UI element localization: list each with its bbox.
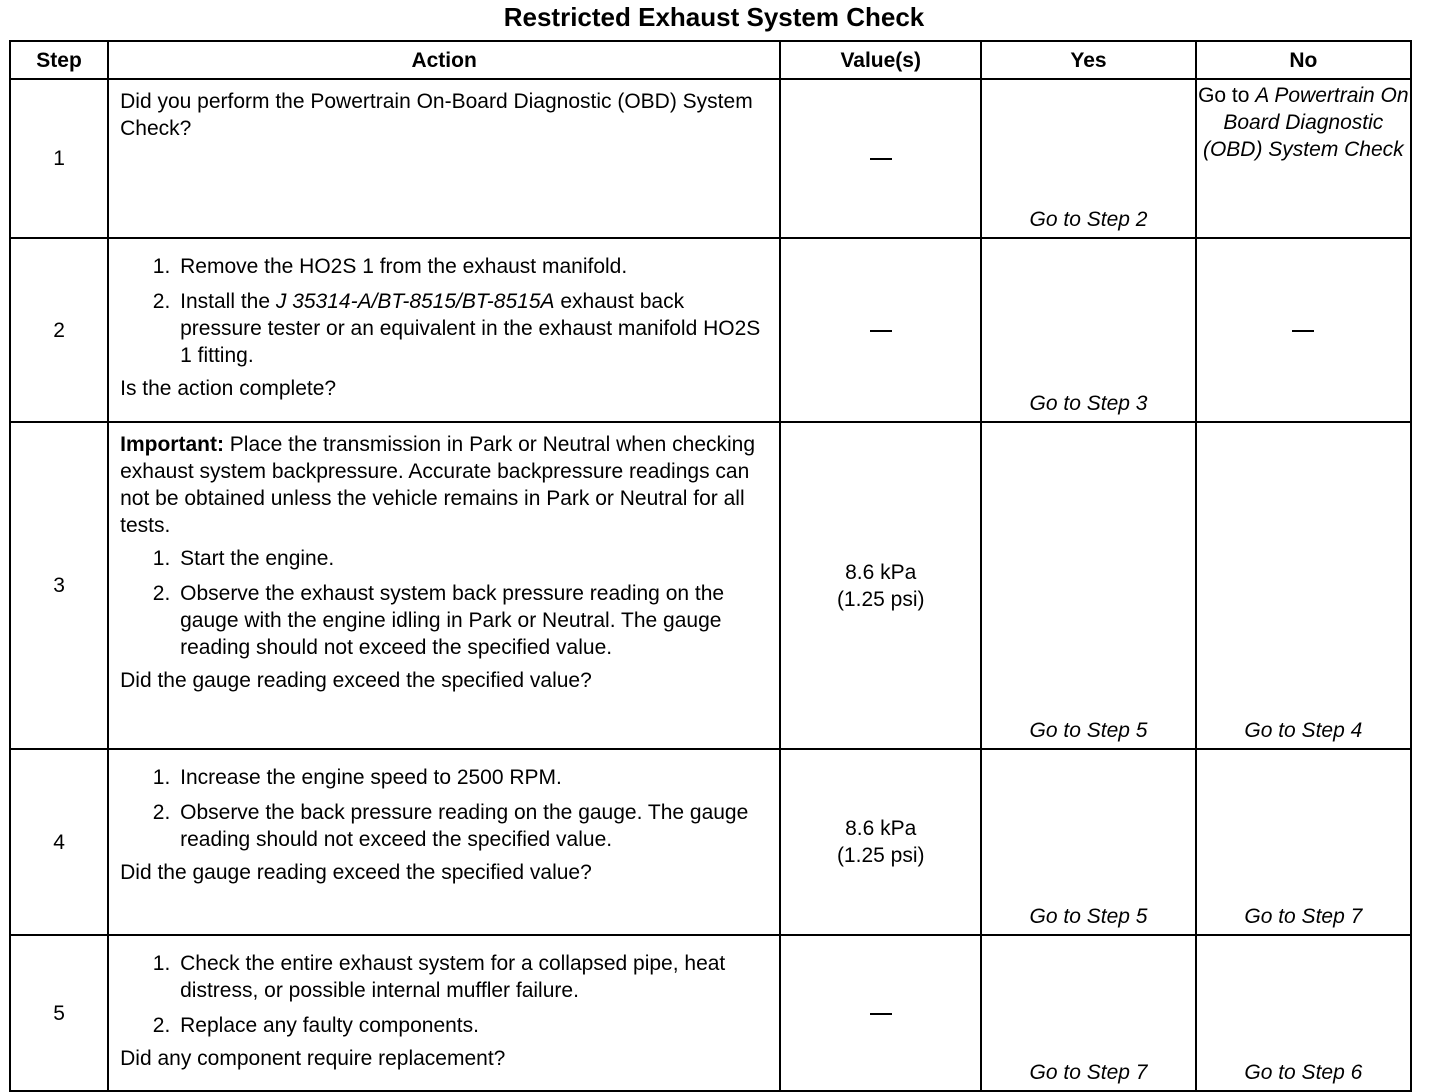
yes-link[interactable]: Go to Step 5 (1029, 719, 1148, 742)
important-note (120, 431, 769, 539)
header-yes: Yes (981, 41, 1195, 79)
list-item: 1. Start the engine. (176, 545, 769, 572)
list-item: 2. Observe the exhaust system back pressure reading on the gauge with the engine idling in Park or Neutral. The gauge reading should not exceed the specified value. (176, 580, 769, 661)
no-link[interactable]: Go to Step 6 (1244, 1061, 1363, 1084)
list-item: 2. Observe the back pressure reading on the gauge. The gauge reading should not exceed the specified value. (176, 799, 769, 853)
value-cell (780, 935, 981, 1091)
diagnostic-table (9, 40, 1412, 1092)
action-cell (108, 749, 780, 935)
yes-cell (981, 79, 1195, 238)
header-action: Action (108, 41, 780, 79)
yes-link[interactable]: Go to Step 3 (1029, 392, 1148, 415)
header-no: No (1196, 41, 1411, 79)
list-item (176, 288, 769, 369)
step-number: 3 (10, 422, 108, 749)
value-kpa: 8.6 kPa (845, 560, 917, 584)
table-row (10, 749, 1411, 935)
value-cell (780, 79, 981, 238)
no-link[interactable]: Go to Step 4 (1244, 719, 1363, 742)
dash-mark (870, 1013, 892, 1015)
header-values: Value(s) (780, 41, 981, 79)
value-psi: (1.25 psi) (836, 844, 925, 867)
yes-cell (981, 422, 1195, 749)
header-step: Step (10, 41, 108, 79)
value-cell (780, 422, 981, 749)
item-text: Install the (180, 290, 276, 313)
action-cell (108, 79, 780, 238)
important-text: Place the transmission in Park or Neutral when checking exhaust system backpressure. Accurate backpressure readings can not be obtained unless the vehicle remains in Park or Neutral for all tests. (120, 433, 756, 537)
action-question: Did you perform the Powertrain On-Board Diagnostic (OBD) System Check? (120, 90, 753, 140)
no-link[interactable]: Go to Step 7 (1244, 905, 1363, 928)
action-list (120, 764, 769, 853)
action-cell (108, 238, 780, 422)
item-text: exhaust back pressure tester or an equivalent in the exhaust manifold HO2S 1 fitting. (180, 290, 761, 367)
list-item: 1. Check the entire exhaust system for a collapsed pipe, heat distress, or possible internal muffler failure. (176, 950, 769, 1004)
action-cell (108, 422, 780, 749)
action-list (120, 545, 769, 661)
dash-mark (1292, 330, 1314, 332)
list-item: 1. Remove the HO2S 1 from the exhaust manifold. (176, 253, 769, 280)
yes-link[interactable]: Go to Step 7 (1029, 1061, 1148, 1084)
value-kpa: 8.6 kPa (845, 817, 917, 840)
no-link[interactable]: A Powertrain On Board Diagnostic (OBD) System Check (1202, 84, 1409, 161)
action-cell (108, 935, 780, 1091)
action-question: Did the gauge reading exceed the specified value? (120, 861, 592, 884)
value-cell (780, 238, 981, 422)
table-row (10, 422, 1411, 749)
action-list (120, 253, 769, 369)
no-cell (1196, 79, 1411, 238)
table-row (10, 238, 1411, 422)
yes-link[interactable]: Go to Step 5 (1029, 905, 1148, 928)
action-question: Is the action complete? (120, 377, 337, 400)
tool-reference: J 35314-A/BT-8515/BT-8515A (275, 290, 555, 313)
step-number: 2 (10, 238, 108, 422)
table-row (10, 935, 1411, 1091)
list-item: 1. Increase the engine speed to 2500 RPM. (176, 764, 769, 791)
no-cell (1196, 422, 1411, 749)
dash-mark (870, 158, 892, 160)
no-cell (1196, 749, 1411, 935)
yes-cell (981, 935, 1195, 1091)
action-question: Did the gauge reading exceed the specified value? (120, 669, 592, 692)
step-number: 4 (10, 749, 108, 935)
step-number: 5 (10, 935, 108, 1091)
dash-mark (870, 330, 892, 332)
list-item: 2. Replace any faulty components. (176, 1012, 769, 1039)
yes-cell (981, 238, 1195, 422)
important-label: Important: (120, 433, 224, 456)
no-cell (1196, 935, 1411, 1091)
value-psi: (1.25 psi) (836, 587, 925, 611)
step-number: 1 (10, 79, 108, 238)
document-title: Restricted Exhaust System Check (503, 2, 925, 32)
value-cell (780, 749, 981, 935)
action-list (120, 950, 769, 1039)
yes-cell (981, 749, 1195, 935)
action-question: Did any component require replacement? (120, 1047, 506, 1070)
no-prefix: Go to (1198, 84, 1256, 107)
no-cell (1196, 238, 1411, 422)
header-row (10, 41, 1411, 79)
yes-link[interactable]: Go to Step 2 (1029, 208, 1148, 231)
table-row (10, 79, 1411, 238)
